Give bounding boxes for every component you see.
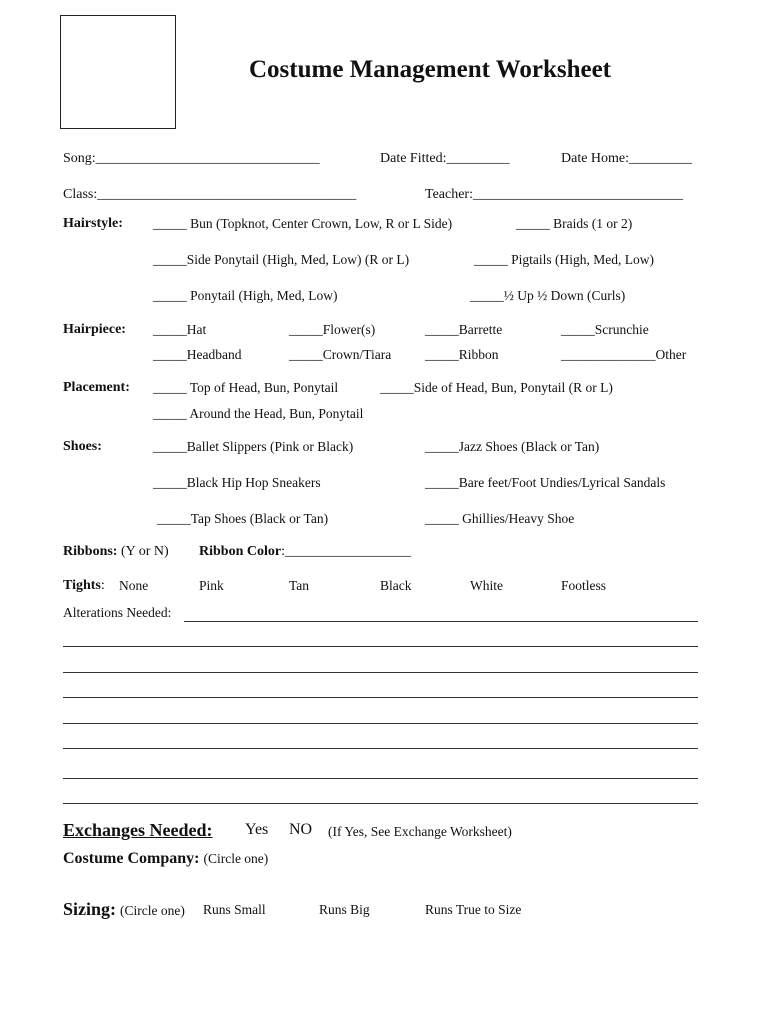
exchanges-label: Exchanges Needed: bbox=[63, 820, 213, 840]
hairpiece-option: _____Headband bbox=[153, 347, 242, 362]
alterations-line bbox=[63, 803, 698, 804]
alterations-label: Alterations Needed: bbox=[63, 605, 172, 620]
exchanges-no: NO bbox=[289, 821, 313, 838]
hairstyle-option: _____ Braids (1 or 2) bbox=[516, 216, 633, 231]
alterations-line bbox=[63, 723, 698, 724]
exchanges-yes: Yes bbox=[245, 821, 269, 838]
hairstyle-option: _____ Pigtails (High, Med, Low) bbox=[474, 252, 654, 267]
date-fitted-field: Date Fitted:_________ bbox=[380, 151, 510, 166]
hairpiece-label: Hairpiece: bbox=[63, 322, 126, 337]
tights-option: None bbox=[119, 578, 149, 593]
ribbon-color-label: Ribbon Color bbox=[199, 544, 282, 559]
alterations-line bbox=[184, 621, 698, 622]
shoes-option: _____Ballet Slippers (Pink or Black) bbox=[153, 439, 354, 454]
hairstyle-option: _____½ Up ½ Down (Curls) bbox=[470, 288, 626, 303]
placement-option: _____ Top of Head, Bun, Ponytail bbox=[153, 380, 339, 395]
placement-option: _____Side of Head, Bun, Ponytail (R or L) bbox=[380, 380, 613, 395]
hairpiece-option: _____Barrette bbox=[425, 322, 503, 337]
alterations-line bbox=[63, 748, 698, 749]
ribbons-choice: (Y or N) bbox=[120, 544, 169, 559]
hairstyle-option: _____ Ponytail (High, Med, Low) bbox=[153, 288, 338, 303]
tights-option: Footless bbox=[561, 578, 607, 593]
alterations-line bbox=[63, 672, 698, 673]
ribbon-color-field: :__________________ bbox=[281, 544, 411, 559]
sizing-label: Sizing: bbox=[63, 899, 117, 919]
page-title: Costume Management Worksheet bbox=[249, 56, 611, 83]
sizing-option: Runs True to Size bbox=[425, 902, 522, 917]
sizing-option: Runs Small bbox=[203, 902, 266, 917]
costume-company-note: (Circle one) bbox=[203, 851, 269, 866]
tights-option: White bbox=[470, 578, 503, 593]
ribbon-color-row bbox=[199, 544, 411, 560]
placement-label: Placement: bbox=[63, 380, 130, 395]
hairpiece-option: ______________Other bbox=[561, 347, 687, 362]
tights-row bbox=[63, 578, 105, 594]
costume-company-label: Costume Company: bbox=[63, 850, 200, 867]
hairpiece-option: _____Flower(s) bbox=[289, 322, 376, 337]
date-home-field: Date Home:_________ bbox=[561, 151, 693, 166]
shoes-option: _____Bare feet/Foot Undies/Lyrical Sandals bbox=[425, 475, 666, 490]
class-field: Class:_____________________________________ bbox=[63, 187, 357, 202]
sizing-row bbox=[63, 899, 185, 920]
tights-option: Tan bbox=[289, 578, 310, 593]
ribbons-label: Ribbons: bbox=[63, 544, 118, 559]
costume-company-row bbox=[63, 850, 268, 868]
exchanges-note: (If Yes, See Exchange Worksheet) bbox=[328, 824, 512, 839]
hairpiece-option: _____Ribbon bbox=[425, 347, 499, 362]
alterations-line bbox=[63, 778, 698, 779]
placement-option: _____ Around the Head, Bun, Ponytail bbox=[153, 406, 364, 421]
alterations-line bbox=[63, 697, 698, 698]
sizing-option: Runs Big bbox=[319, 902, 370, 917]
hairstyle-label: Hairstyle: bbox=[63, 216, 123, 231]
hairpiece-option: _____Hat bbox=[153, 322, 207, 337]
shoes-option: _____Tap Shoes (Black or Tan) bbox=[157, 511, 329, 526]
tights-colon: : bbox=[100, 578, 105, 593]
alterations-line bbox=[63, 646, 698, 647]
song-field: Song:________________________________ bbox=[63, 151, 320, 166]
hairpiece-option: _____Crown/Tiara bbox=[289, 347, 392, 362]
shoes-option: _____ Ghillies/Heavy Shoe bbox=[425, 511, 575, 526]
hairpiece-option: _____Scrunchie bbox=[561, 322, 649, 337]
shoes-option: _____Jazz Shoes (Black or Tan) bbox=[425, 439, 600, 454]
hairstyle-option: _____ Bun (Topknot, Center Crown, Low, R or L Side) bbox=[153, 216, 453, 231]
teacher-field: Teacher:______________________________ bbox=[425, 187, 683, 202]
shoes-label: Shoes: bbox=[63, 439, 102, 454]
sizing-note: (Circle one) bbox=[120, 903, 185, 918]
hairstyle-option: _____Side Ponytail (High, Med, Low) (R or L) bbox=[153, 252, 410, 267]
tights-option: Pink bbox=[199, 578, 224, 593]
tights-label: Tights bbox=[63, 578, 101, 593]
shoes-option: _____Black Hip Hop Sneakers bbox=[153, 475, 321, 490]
ribbons-row bbox=[63, 544, 169, 560]
tights-option: Black bbox=[380, 578, 412, 593]
